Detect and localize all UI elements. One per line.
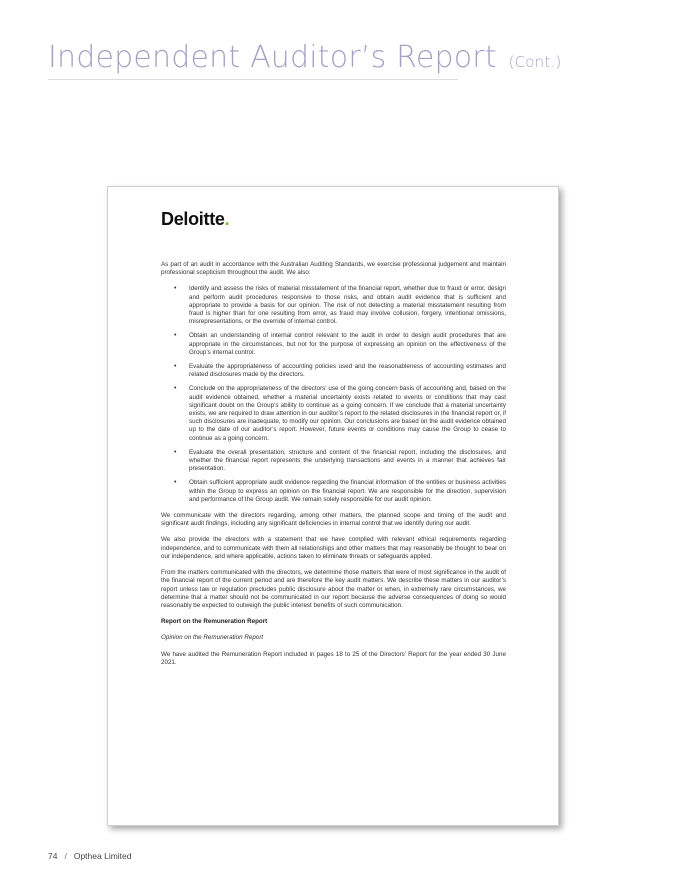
independence-paragraph: We also provide the directors with a statement that we have complied with relevant ethical requirements regarding independence, and to communicate with them all relationships and other matters that may reasonably be thought to bear on our independence, and where applicable, actions taken to eliminate threats or safeguards applied. [161, 536, 506, 560]
bullet-icon: • [174, 385, 177, 393]
bullet-icon: • [174, 448, 177, 456]
footer-separator: / [64, 851, 67, 861]
list-item [161, 285, 506, 326]
section-subheading: Opinion on the Remuneration Report [161, 634, 264, 642]
list-item [161, 363, 506, 379]
list-item-text: Evaluate the overall presentation, structure and content of the financial report, including the disclosures, and whether the financial report represents the underlying transactions and events in a manner that achieves fair presentation. [189, 448, 506, 473]
title-divider [48, 79, 458, 80]
company-name: Opthea Limited [73, 851, 132, 861]
list-item-text: Obtain an understanding of internal control relevant to the audit in order to design audit procedures that are appropriate in the circumstances, but not for the purpose of expressing an opinion on the effectiveness of the Group’s internal control. [189, 332, 506, 356]
page-number: 74 [48, 851, 58, 861]
page-footer [48, 851, 132, 861]
remuneration-paragraph: We have audited the Remuneration Report included in pages 18 to 25 of the Directors’ Report for the year ended 30 June 2021. [161, 650, 506, 666]
list-item [161, 385, 506, 442]
list-item-text: Obtain sufficient appropriate audit evidence regarding the financial information of the entities or business activities within the Group to express an opinion on the financial report. We are responsible for the direction, supervision and performance of the Group audit. We remain solely responsible for our audit opinion. [189, 479, 506, 503]
bullet-icon: • [174, 479, 177, 487]
section-heading: Report on the Remuneration Report [161, 618, 268, 626]
bullet-icon: • [174, 285, 177, 293]
list-item [161, 332, 506, 357]
deloitte-logo [161, 209, 229, 230]
page-title [48, 40, 561, 75]
list-item [161, 449, 506, 474]
page-title-text: Independent Auditor’s Report [48, 40, 497, 75]
key-audit-matters-paragraph: From the matters communicated with the directors, we determine those matters that were of most significance in the audit of the financial report of the current period and are therefore the key audit matters. We describe these matters in our auditor’s report unless law or regulation precludes public disclosure about the matter or when, in extremely rare circumstances, we determine that a matter should not be communicated in our report because the adverse consequences of doing so would reasonably be expected to outweigh the public interest benefits of such communication. [161, 569, 506, 609]
list-item-text: Identify and assess the risks of material misstatement of the financial report, whether due to fraud or error, design and perform audit procedures responsive to those risks, and obtain audit evidence that is sufficient and appropriate to provide a basis for our opinion. The risk of not detecting a material misstatement resulting from fraud is higher than for one resulting from error, as fraud may involve collusion, forgery, intentional omissions, misrepresentations, or the override of internal control. [189, 285, 506, 326]
list-item [161, 479, 506, 504]
logo-dot: . [224, 209, 230, 229]
page-title-suffix: (Cont.) [508, 53, 562, 71]
bullet-list [161, 285, 506, 504]
bullet-icon: • [174, 332, 177, 340]
scanned-document-page [107, 186, 559, 826]
bullet-icon: • [174, 363, 177, 371]
communication-paragraph: We communicate with the directors regarding, among other matters, the planned scope and timing of the audit and significant audit findings, including any significant deficiencies in internal control that we identify during our audit. [161, 512, 506, 528]
list-item-text: Evaluate the appropriateness of accounting policies used and the reasonableness of accounting estimates and related disclosures made by the directors. [189, 363, 506, 379]
document-body [161, 261, 506, 675]
logo-text: Deloitte [161, 209, 225, 229]
list-item-text: Conclude on the appropriateness of the directors’ use of the going concern basis of accounting and, based on the audit evidence obtained, whether a material uncertainty exists related to events or conditions that may cast significant doubt on the Group’s ability to continue as a going concern. If we conclude that a material uncertainty exists, we are required to draw attention in our auditor’s report to the related disclosures in the financial report or, if such disclosures are inadequate, to modify our opinion. Our conclusions are based on the audit evidence obtained up to the date of our auditor’s report. However, future events or conditions may cause the Group to cease to continue as a going concern. [189, 385, 506, 442]
intro-paragraph: As part of an audit in accordance with the Australian Auditing Standards, we exercise professional judgement and maintain professional scepticism throughout the audit. We also: [161, 261, 506, 277]
